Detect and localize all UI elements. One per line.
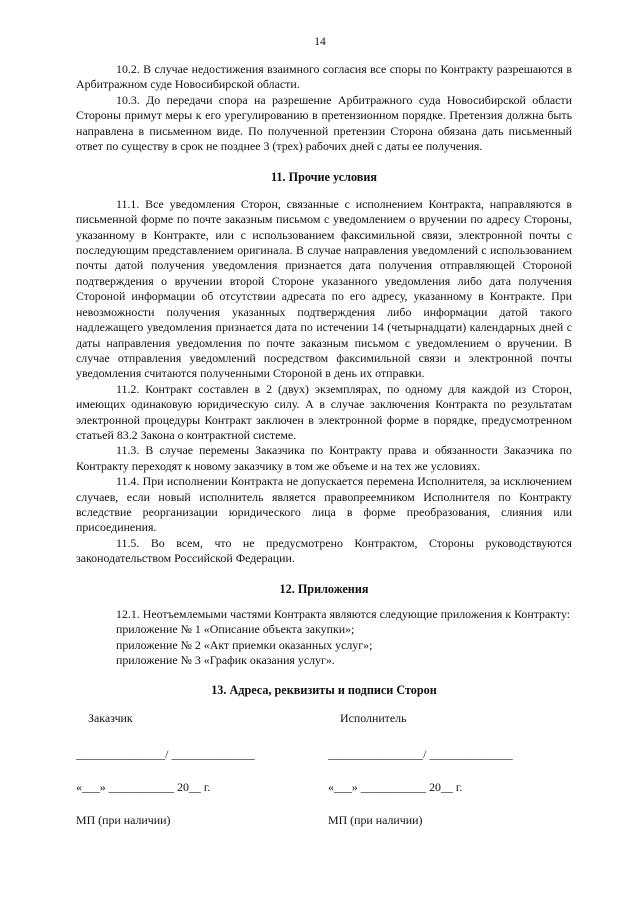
contract-body bbox=[76, 62, 572, 828]
contractor-stamp-label: МП (при наличии) bbox=[328, 812, 423, 827]
section-11-heading: 11. Прочие условия bbox=[271, 170, 377, 185]
appendix-item-1: приложение № 1 «Описание объекта закупки»; bbox=[116, 622, 355, 637]
clause-11-3: 11.3. В случае перемены Заказчика по Контракту права и обязанности Заказчика по Контракту переходят к новому заказчику в том же объеме и на тех же условиях. bbox=[76, 443, 572, 473]
appendix-item-3: приложение № 3 «График оказания услуг». bbox=[116, 653, 335, 668]
clause-11-1: 11.1. Все уведомления Сторон, связанные с исполнением Контракта, направляются в письменной форме по почте заказным письмом с уведомлением о вручении по адресу Стороны, указанному в Контракте, или с использованием факсимильной связи, электронной почты с последующим представлением оригинала. В случае направления уведомлений с использованием почты датой получения уведомления признается дата получения отправляющей Стороной подтверждения о вручении второй Стороне указанного уведомления либо дата получения Стороной информации об отсутствии адресата по его адресу, указанному в Контракте. При невозможности получения указанных подтверждения либо информации датой такого надлежащего уведомления признается дата по истечении 14 (четырнадцати) календарных дней с даты направления уведомления по почте заказным письмом с уведомлением о вручении. В случае отправления уведомлений посредством факсимильной связи и электронной почты уведомления считаются полученными Стороной в день их отправки. bbox=[76, 196, 572, 381]
customer-signature-line: _______________/ ______________ bbox=[76, 747, 255, 762]
clause-11-5: 11.5. Во всем, что не предусмотрено Контрактом, Стороны руководствуются законодательством Российской Федерации. bbox=[76, 535, 572, 566]
contractor-signature-line: ________________/ ______________ bbox=[328, 747, 513, 762]
page-number: 14 bbox=[314, 36, 326, 48]
clause-11-4: 11.4. При исполнении Контракта не допускается перемена Исполнителя, за исключением случаев, если новый исполнитель является правопреемником Исполнителя по Контракту вследствие реорганизации юридического лица в форме преобразования, слияния или присоединения. bbox=[76, 474, 572, 535]
customer-stamp-label: МП (при наличии) bbox=[76, 812, 171, 827]
section-12-heading: 12. Приложения bbox=[279, 581, 369, 596]
clause-12-1: 12.1. Неотъемлемыми частями Контракта являются следующие приложения к Контракту: bbox=[116, 607, 571, 621]
clause-11-2: 11.2. Контракт составлен в 2 (двух) экземплярах, по одному для каждой из Сторон, имеющих одинаковую юридическую силу. А в случае заключения Контракта по результатам электронной процедуры Контракт заключен в электронной форме в порядке, предусмотренном статьей 83.2 Закона о контрактной системе. bbox=[76, 381, 572, 442]
contractor-signature-column bbox=[328, 711, 538, 828]
clause-10-3: 10.3. До передачи спора на разрешение Арбитражного суда Новосибирской области Стороны примут меры к его урегулированию в претензионном порядке. Претензия должна быть направлена в письменном виде. По полученной претензии Сторона обязана дать письменный ответ по существу в срок не позднее 3 (трех) рабочих дней с даты ее получения. bbox=[76, 92, 572, 154]
section-13-heading: 13. Адреса, реквизиты и подписи Сторон bbox=[211, 682, 437, 697]
signature-block bbox=[76, 711, 572, 828]
contractor-date-line: «___» ___________ 20__ г. bbox=[328, 780, 463, 795]
customer-signature-column bbox=[76, 711, 286, 828]
clause-10-2: 10.2. В случае недостижения взаимного согласия все споры по Контракту разрешаются в Арбитражном суде Новосибирской области. bbox=[76, 62, 572, 92]
customer-role-label: Заказчик bbox=[88, 711, 133, 726]
appendix-item-2: приложение № 2 «Акт приемки оказанных услуг»; bbox=[116, 637, 373, 652]
customer-date-line: «___» ___________ 20__ г. bbox=[76, 780, 211, 795]
contractor-role-label: Исполнитель bbox=[340, 711, 407, 726]
